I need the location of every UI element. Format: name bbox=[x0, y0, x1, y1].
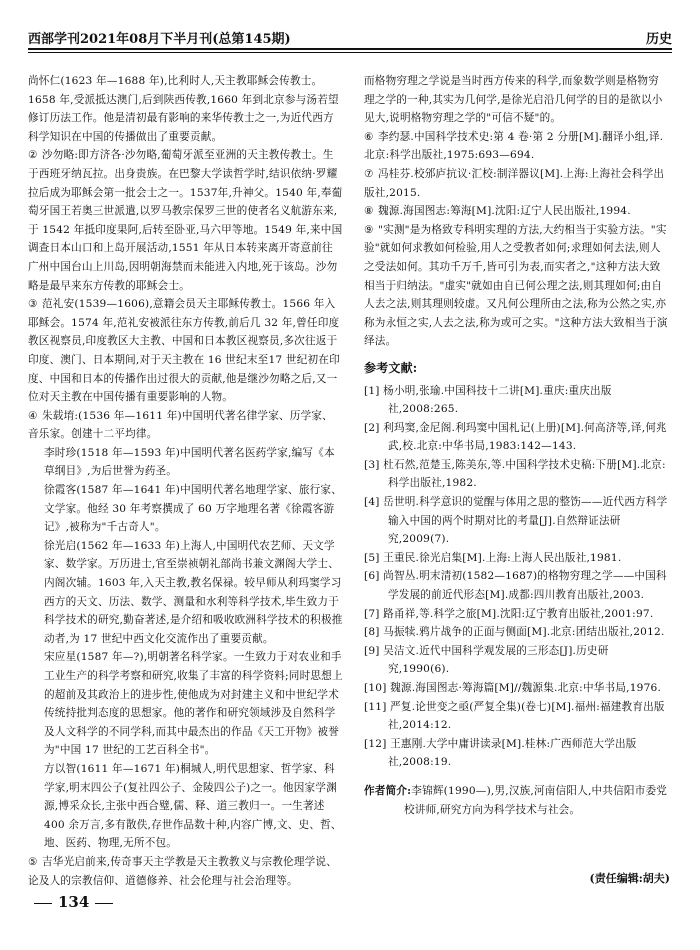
footer-dash-right bbox=[95, 903, 113, 904]
footnote-text: 吉华光启前来,传奇事天主学教是天主教教义与宗教伦理学说、论及人的宗教信仰、道德修养、社会伦理与社会治理等。 bbox=[28, 855, 337, 887]
reference-item: [11] 严复.论世变之亟(严复全集)(卷七)[M].福州:福建教育出版社,2014:12. bbox=[364, 700, 665, 732]
body-paragraph: 李时珍(1518 年—1593 年)中国明代著名医药学家,编写《本草纲目》,为后世誉为药圣。 bbox=[44, 446, 335, 478]
editor-note: (责任编辑:胡夫) bbox=[589, 872, 670, 885]
author-text: 李锦辉(1990—),男,汉族,河南信阳人,中共信阳市委党校讲师,研究方向为科学技术与社会。 bbox=[404, 784, 668, 816]
body-paragraph: 尚怀仁(1623 年—1688 年),比利时人,天主教耶稣会传教士。1658 年,受派抵达澳门,后到陕西传教,1660 年到北京参与汤若望修订历法工作。他是清初最有影响的来华传教士之一,为近代西方科学知识在中国的传播做出了重要贡献。 bbox=[28, 75, 339, 143]
left-column bbox=[28, 72, 343, 890]
footnote-number: ③ bbox=[28, 298, 38, 311]
right-notes bbox=[364, 72, 669, 351]
footnote-text: 魏源.海国图志:筹海[M].沈阳:辽宁人民出版社,1994. bbox=[378, 205, 631, 218]
header-rule bbox=[28, 48, 672, 50]
reference-item: [5] 王重民.徐光启集[M].上海:上海人民出版社,1981. bbox=[364, 551, 622, 564]
footnote-number: ⑨ bbox=[364, 223, 374, 236]
footnote-number: ⑥ bbox=[364, 130, 374, 143]
reference-item: [9] 吴洁文.近代中国科学观发展的三形态[J].历史研究,1990(6). bbox=[364, 644, 609, 676]
reference-item: [12] 王惠刚.大学中庸讲读录[M].桂林:广西师范大学出版社,2008:19. bbox=[364, 737, 637, 769]
author-label: 作者简介: bbox=[364, 784, 412, 797]
page-footer bbox=[28, 893, 119, 911]
footnote bbox=[28, 407, 343, 444]
reference-item: [3] 杜石然,范楚玉,陈美东,等.中国科学技术史稿:下册[M].北京:科学出版社,1982. bbox=[364, 458, 666, 490]
footer-dash-left bbox=[34, 903, 52, 904]
footnote bbox=[28, 146, 343, 295]
footnote-number: ⑧ bbox=[364, 205, 374, 218]
footnote-number: ⑦ bbox=[364, 167, 374, 180]
footnote-text: 李约瑟.中国科学技术史:第 4 卷·第 2 分册[M].翻译小组,译.北京:科学出版社,1975:693—694. bbox=[364, 130, 664, 162]
author-bio bbox=[364, 782, 669, 819]
body-paragraph: 徐光启(1562 年—1633 年)上海人,中国明代农艺师、天文学家、数学家。万历进士,官至崇祯朝礼部尚书兼文渊阁大学士、内阁次辅。1603 年,入天主教,教名保禄。较早师从利玛窦学习西方的天文、历法、数学、测量和水利等科学技术,毕生致力于科学技术的研究,勤奋著述,是介绍和吸收欧洲科学技术的积极推动者,为 17 世纪中西文化交流作出了重要贡献。 bbox=[44, 539, 343, 645]
reference-item: [6] 尚智丛.明末清初(1582—1687)的格物穷理之学——中国科学发展的前近代形态[M].成都:四川教育出版社,2003. bbox=[364, 570, 667, 602]
reference-item: [1] 杨小明,张瑜.中国科技十二讲[M].重庆:重庆出版社,2008:265. bbox=[364, 384, 612, 416]
footnote bbox=[28, 295, 343, 407]
body-paragraph: 而格物穷理之学说是当时西方传来的科学,而象数学则是格物穷理之学的一种,其实为几何学,是徐光启沿几何学的目的是欲以小见大,说明格物穷理之学的"可信不疑"的。 bbox=[364, 75, 663, 125]
page-header bbox=[28, 26, 672, 50]
footnote bbox=[364, 221, 669, 351]
footnote-number: ⑤ bbox=[28, 855, 38, 868]
footnote-number: ② bbox=[28, 149, 38, 162]
body-paragraph: 宋应星(1587 年—?),明朝著名科学家。一生致力于对农业和手工业生产的科学考察和研究,收集了丰富的科学资料;同时思想上的超前及其政治上的进步性,使他成为对封建主义和中世纪学术传统持批判态度的思想家。他的著作和研究领域涉及自然科学及人文科学的不同学科,而其中最杰出的作品《天工开物》被誉为"中国 17 世纪的工艺百科全书"。 bbox=[44, 651, 343, 757]
footnote-text: "实测"是为格致专科明实理的方法,大约相当于实验方法。"实验"就如何求教如何检验,用人之受教者如何;求理如何去法,则人之受法如何。其功千万千,皆可引为表,而实者之,"这种方法大致相当于归纳法。"虚实"就如由自已何公理之法,则其理如何;由自人去之法,则其理则较虚。又凡何公理所由之法,称为公然之实,亦称为永恒之实,人去之法,称为或可之实。"这种方法大致相当于演绎法。 bbox=[364, 223, 668, 348]
journal-title: 西部学刊2021年08月下半月刊(总第145期) bbox=[28, 32, 291, 47]
footnote bbox=[364, 202, 669, 221]
footnote bbox=[28, 853, 343, 890]
body-paragraph: 徐霞客(1587 年—1641 年)中国明代著名地理学家、旅行家、文学家。他经 30 年考察撰成了 60 万字地理名著《徐霞客游记》,被称为"千古奇人"。 bbox=[44, 484, 342, 534]
section-title: 历史 bbox=[645, 32, 672, 47]
footnote-text: 沙勿略:即方济各·沙勿略,葡萄牙派至亚洲的天主教传教士。生于西班牙纳瓦拉。出身贵族。在巴黎大学读哲学时,结识依纳·罗耀拉后成为耶稣会第一批会士之一。1537年,升神父。1540 年,奉葡萄牙国王若奥三世派遣,以罗马教宗保罗三世的使者名义航游东来,于 1542 年抵印度果阿,后转至卧亚,马六甲等地。1549 年,来中国调查日本山口和上岛开展活动,1551 年从日本转来离开寄意前往广州中国台山上川岛,因明朝海禁而未能进入内地,死于该岛。沙勿略是最早来东方传教的耶稣会士。 bbox=[28, 149, 343, 292]
body-paragraph: 方以智(1611 年—1671 年)桐城人,明代思想家、哲学家、科学家,明末四公子(复社四公子、金陵四公子)之一。他因家学渊源,博采众长,主张中西合璧,儒、释、道三教归一。一生著述 400 余万言,多有散佚,存世作品数十种,内容广博,文、史、哲、地、医药、物理,无所不包。 bbox=[44, 762, 342, 850]
references-title: 参考文献: bbox=[364, 360, 418, 375]
right-column bbox=[364, 72, 669, 819]
header-rule-thin bbox=[28, 52, 672, 53]
footnote-text: 冯桂芬.校邠庐抗议·汇校:制洋器议[M].上海:上海社会科学出版社,2015. bbox=[364, 167, 665, 199]
footnote-text: 范礼安(1539—1606),意籍会员天主耶稣传教士。1566 年入耶稣会。1574 年,范礼安被派往东方传教,前后几 32 年,曾任印度教区视察员,印度教区大主教、中国和日本教区视察员,多次往返于印度、澳门、日本期间,对于天主教在 16 世纪末至17 世纪初在印度、中国和日本的传播作出过很大的贡献,他是继沙勿略之后,又一位对天主教在中国传播有重要影响的人物。 bbox=[28, 298, 340, 404]
footnote-text: 朱载堉:(1536 年—1611 年)中国明代著名律学家、历学家、音乐家。创建十二平均律。 bbox=[28, 409, 333, 441]
page-number: 134 bbox=[58, 893, 90, 911]
reference-item: [4] 岳世明.科学意识的觉醒与体用之思的整饬——近代西方科学输入中国的两个时期对比的考量[J].自然辩证法研究,2009(7). bbox=[364, 496, 668, 546]
reference-item: [10] 魏源.海国图志·筹海篇[M]//魏源集.北京:中华书局,1976. bbox=[364, 682, 662, 694]
reference-item: [7] 路甬祥,等.科学之旅[M].沈阳:辽宁教育出版社,2001:97. bbox=[364, 607, 654, 620]
footnote bbox=[364, 128, 669, 165]
reference-item: [8] 马振犊.鸦片战争的正面与侧面[M].北京:团结出版社,2012. bbox=[364, 626, 665, 639]
footnote bbox=[364, 165, 669, 202]
footnote-number: ④ bbox=[28, 409, 38, 422]
references-list bbox=[364, 382, 669, 772]
reference-item: [2] 利玛窦,金尼阁.利玛窦中国札记(上册)[M].何高济等,译,何兆武,校.北京:中华书局,1983:142—143. bbox=[364, 421, 667, 453]
